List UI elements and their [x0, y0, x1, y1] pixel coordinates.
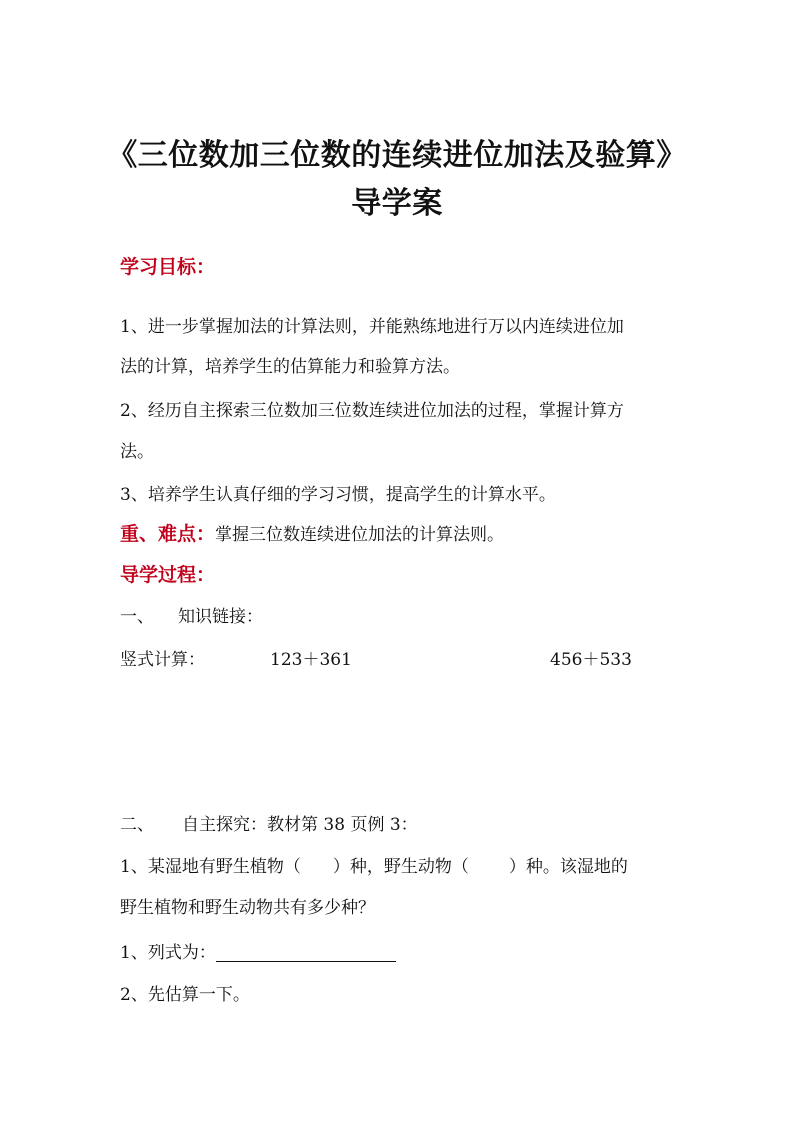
goals-heading: 学习目标： — [120, 256, 216, 278]
question-1-part-a: 1、某湿地有野生植物（ — [120, 857, 301, 877]
process-heading: 导学过程： — [120, 564, 216, 586]
calc-expression-1: 123＋361 — [270, 650, 352, 670]
step-1 — [120, 938, 396, 963]
question-1-line-1 — [120, 852, 628, 877]
section-1-title: 知识链接： — [178, 607, 263, 627]
section-2-number: 二、 — [120, 815, 154, 835]
key-points-label: 重、难点： — [120, 523, 216, 545]
goal-2-line-2: 法。 — [120, 442, 154, 462]
step-2: 2、先估算一下。 — [120, 985, 250, 1005]
document-subtitle: 导学案 — [351, 186, 443, 221]
document-title: 《三位数加三位数的连续进位加法及验算》 — [107, 138, 687, 173]
goal-2-line-1: 2、经历自主探索三位数加三位数连续进位加法的过程，掌握计算方 — [120, 401, 624, 421]
section-1-heading — [120, 602, 263, 627]
section-2-title: 自主探究：教材第 38 页例 3： — [182, 815, 418, 835]
key-points — [120, 519, 504, 546]
goal-1-line-2: 法的计算，培养学生的估算能力和验算方法。 — [120, 357, 460, 377]
key-points-text: 掌握三位数连续进位加法的计算法则。 — [215, 525, 505, 545]
section-2-heading — [120, 810, 418, 835]
question-1-part-c: ）种。该湿地的 — [508, 857, 628, 877]
step-1-label: 1、列式为： — [120, 943, 216, 963]
section-1-number: 一、 — [120, 607, 154, 627]
calc-label: 竖式计算： — [120, 650, 205, 670]
answer-blank[interactable] — [216, 943, 396, 962]
goal-1-line-1: 1、进一步掌握加法的计算法则，并能熟练地进行万以内连续进位加 — [120, 317, 624, 337]
goal-3: 3、培养学生认真仔细的学习习惯，提高学生的计算水平。 — [120, 485, 556, 505]
question-1-line-2: 野生植物和野生动物共有多少种？ — [120, 898, 375, 918]
calc-expression-2: 456＋533 — [550, 650, 632, 670]
question-1-part-b: ）种，野生动物（ — [332, 857, 469, 877]
